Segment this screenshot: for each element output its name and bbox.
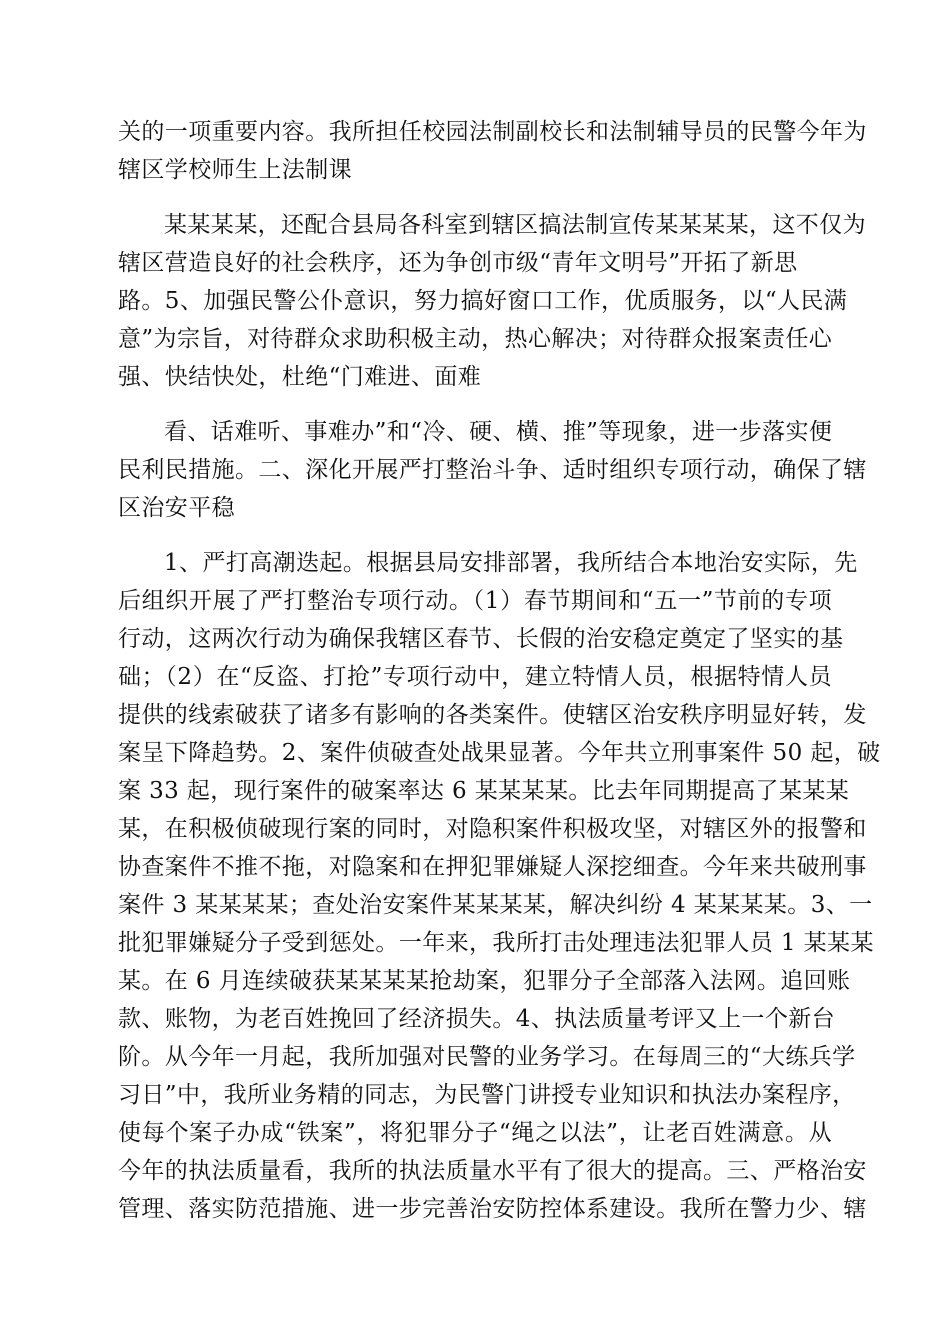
paragraph-line: 今年的执法质量看，我所的执法质量水平有了很大的提高。三、严格治安 xyxy=(118,1158,867,1184)
paragraph-4 xyxy=(118,544,881,1228)
paragraph-line: 案 33 起，现行案件的破案率达 6 某某某某。比去年同期提高了某某某 xyxy=(118,778,850,804)
paragraph-line: 意”为宗旨，对待群众求助积极主动，热心解决；对待群众报案责任心 xyxy=(118,326,833,352)
paragraph-line: 强、快结快处，杜绝“门难进、面难 xyxy=(118,364,482,390)
paragraph-line: 础；（2）在“反盗、打抢”专项行动中，建立特情人员，根据特情人员 xyxy=(118,664,832,690)
paragraph-line: 1、严打高潮迭起。根据县局安排部署，我所结合本地治安实际，先 xyxy=(164,550,858,576)
paragraph-line: 提供的线索破获了诸多有影响的各类案件。使辖区治安秩序明显好转，发 xyxy=(118,702,867,728)
paragraph-line: 某，在积极侦破现行案的同时，对隐积案件积极攻坚，对辖区外的报警和 xyxy=(118,816,867,842)
paragraph-line: 某。在 6 月连续破获某某某某抢劫案，犯罪分子全部落入法网。追回账 xyxy=(118,968,851,994)
paragraph-line: 区治安平稳 xyxy=(118,495,235,521)
paragraph-line: 行动，这两次行动为确保我辖区春节、长假的治安稳定奠定了坚实的基 xyxy=(118,626,844,652)
paragraph-line: 案呈下降趋势。2、案件侦破查处战果显著。今年共立刑事案件 50 起，破 xyxy=(118,740,881,766)
paragraph-1 xyxy=(118,113,867,189)
paragraph-line: 案件 3 某某某某；查处治安案件某某某某，解决纠纷 4 某某某某。3、一 xyxy=(118,892,873,918)
paragraph-line: 批犯罪嫌疑分子受到惩处。一年来，我所打击处理违法犯罪人员 1 某某某 xyxy=(118,930,874,956)
paragraph-line: 辖区营造良好的社会秩序，还为争创市级“青年文明号”开拓了新思 xyxy=(118,250,798,276)
paragraph-line: 辖区学校师生上法制课 xyxy=(118,157,352,183)
paragraph-line: 阶。从今年一月起，我所加强对民警的业务学习。在每周三的“大练兵学 xyxy=(118,1044,856,1070)
paragraph-3 xyxy=(118,413,867,527)
paragraph-line: 款、账物，为老百姓挽回了经济损失。4、执法质量考评又上一个新台 xyxy=(118,1006,836,1032)
paragraph-line: 关的一项重要内容。我所担任校园法制副校长和法制辅导员的民警今年为 xyxy=(118,119,867,145)
paragraph-line: 管理、落实防范措施、进一步完善治安防控体系建设。我所在警力少、辖 xyxy=(118,1196,867,1222)
paragraph-line: 民利民措施。二、深化开展严打整治斗争、适时组织专项行动，确保了辖 xyxy=(118,457,867,483)
paragraph-line: 后组织开展了严打整治专项行动。（1）春节期间和“五一”节前的专项 xyxy=(118,588,832,614)
paragraph-line: 看、话难听、事难办”和“冷、硬、横、推”等现象，进一步落实便 xyxy=(164,419,833,445)
paragraph-line: 习日”中，我所业务精的同志，为民警门讲授专业知识和执法办案程序， xyxy=(118,1082,856,1108)
paragraph-line: 路。5、加强民警公仆意识，努力搞好窗口工作，优质服务，以“人民满 xyxy=(118,288,848,314)
paragraph-2 xyxy=(118,206,866,396)
paragraph-line: 使每个案子办成“铁案”，将犯罪分子“绳之以法”，让老百姓满意。从 xyxy=(118,1120,832,1146)
paragraph-line: 协查案件不推不拖，对隐案和在押犯罪嫌疑人深挖细查。今年来共破刑事 xyxy=(118,854,867,880)
paragraph-line: 某某某某，还配合县局各科室到辖区搞法制宣传某某某某，这不仅为 xyxy=(164,212,866,238)
